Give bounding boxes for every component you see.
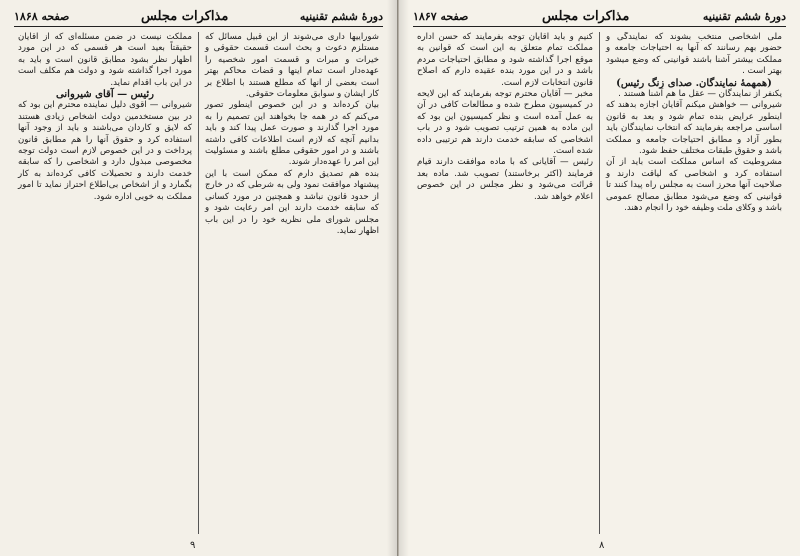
speaker-heading: رئیس — آقای شیروانی: [56, 89, 154, 101]
header-title: مذاکرات مجلس: [140, 8, 229, 24]
paragraph: مشروطیت که اساس مملکت است باید از آن استفاده کرد و اشخاصی که لیاقت دارند و صلاحیت آنها محرز است به مجلس راه پیدا کنند تا قوانینی که وضع می‌شود مطابق مصالح عمومی باشد و وکلای ملت وظیفه خود را انجام دهند.: [606, 157, 782, 214]
paragraph: یکنفر از نمایندگان — عقل ما هم آشنا هستند .: [618, 89, 782, 100]
header-session: دورهٔ ششم تقنینیه: [702, 9, 786, 23]
paragraph: مملکت نیست در ضمن مسئله‌ای که از آقایان حقیقتاً بعید است هر قسمی که در این مورد اظهار نظر بشود مطابق قانون است و باید به مورد اجرا گذاشته شود و دولت هم مکلف است در این باب اقدام نماید.: [18, 32, 192, 88]
right-page-header: [413, 6, 786, 27]
parenthetical-note: (همهمهٔ نمایندگان. صدای زنگ رئیس): [616, 77, 772, 89]
paragraph: بیان کرده‌اند و در این خصوص اینطور تصور می‌کنم که در همه جا بخواهند این تصمیم را به مورد اجرا گذارند و صورت عمل پیدا کند و باید بدانیم آنچه که لازم است اطلاعات کافی داشته باشند و در امور حقوقی مطلع باشند و مسئولیت این امر را عهده‌دار شوند.: [205, 100, 379, 168]
gutter-shadow: [387, 0, 397, 556]
right-page-columns: [411, 32, 788, 534]
header-title: مذاکرات مجلس: [541, 8, 630, 24]
text-column-right: [600, 32, 788, 534]
page-number: ۸: [599, 540, 605, 551]
paragraph: شوراییها داری می‌شوند از این قبیل مسائل که مستلزم دعوت و بحث است قسمت حقوقی و خیرات و مبرات و قسمت امور شخصیه را عهده‌دار است تمام اینها و قضات محاکم بهتر است بعضی از انها که مطلع هستند با اطلاع بر کار ایشان و سوابق معلومات حقوقی.: [205, 32, 379, 100]
text-column-left: [12, 32, 199, 534]
left-page: [0, 0, 398, 556]
right-page: [398, 0, 800, 556]
header-session: دورهٔ ششم تقنینیه: [299, 9, 383, 23]
left-page-columns: [12, 32, 385, 534]
paragraph: مخبر — آقایان محترم توجه بفرمایند که این لایحه در کمیسیون مطرح شده و مطالعات کافی در آن به عمل آمده است و نظر کمیسیون این بود که این ماده به همین ترتیب تصویب شود و در باب اشخاصی که سابقه خدمت دارند هم ترتیبی داده شده است.: [417, 89, 593, 157]
text-column-right: [199, 32, 385, 534]
text-column-left: [411, 32, 600, 534]
gutter-shadow: [399, 0, 409, 556]
paragraph: شیروانی — اقوی دلیل نماینده محترم این بود که در بین مستخدمین دولت اشخاص زیادی هستند که لایق و کاردان می‌باشند و باید از وجود آنها استفاده کرد و حقوق آنها را هم مطابق قانون پرداخت و در این خصوص لازم است دولت توجه مخصوصی مبذول دارد و اشخاصی را که سابقه خدمت دارند و تحصیلات کافی کرده‌اند به کار بگمارد و از اشخاص بی‌اطلاع احتراز نماید تا امور مملکت به خوبی اداره شود.: [18, 100, 192, 202]
header-page-label: صفحه ۱۸۶۷: [413, 9, 469, 23]
left-page-header: [14, 6, 383, 27]
paragraph: ملی اشخاصی منتخب بشوند که نمایندگی و حضور بهم رسانند که آنها به احتیاجات جامعه و مملکت بیشتر آشنا باشند قوانینی که وضع میشود بهتر است .: [606, 32, 782, 77]
header-page-label: صفحه ۱۸۶۸: [14, 9, 70, 23]
paragraph: شیروانی — خواهش میکنم آقایان اجازه بدهند که اینطور عرایض بنده تمام شود و بعد به قانون اساسی مراجعه بفرمایند که انتخاب نمایندگان باید بطور آزاد و مطابق احتیاجات جامعه و مملکت باشد و حقوق طبقات مختلف حفظ شود.: [606, 100, 782, 157]
page-number: ۹: [190, 540, 196, 551]
paragraph: رئیس — آقایانی که با ماده موافقت دارند قیام فرمایند (اکثر برخاستند) تصویب شد. ماده بعد قرائت می‌شود و نظر مجلس در این خصوص اعلام خواهد شد.: [417, 157, 593, 202]
paragraph: کنیم و باید آقایان توجه بفرمایند که حسن اداره مملکت تمام متعلق به این است که قوانین به موقع اجرا گذاشته شود و مطابق احتیاجات مردم باشد و در این مورد بنده عقیده دارم که اصلاح قانون انتخابات لازم است.: [417, 32, 593, 88]
paragraph: بنده هم تصدیق دارم که ممکن است با این پیشنهاد موافقت نمود ولی به شرطی که در خارج از حدود قانون نباشد و همچنین در مورد کسانی که سابقه خدمت دارند این امر رعایت شود و مجلس شورای ملی نظریه خود را در این باب اظهار نماید.: [205, 168, 379, 236]
